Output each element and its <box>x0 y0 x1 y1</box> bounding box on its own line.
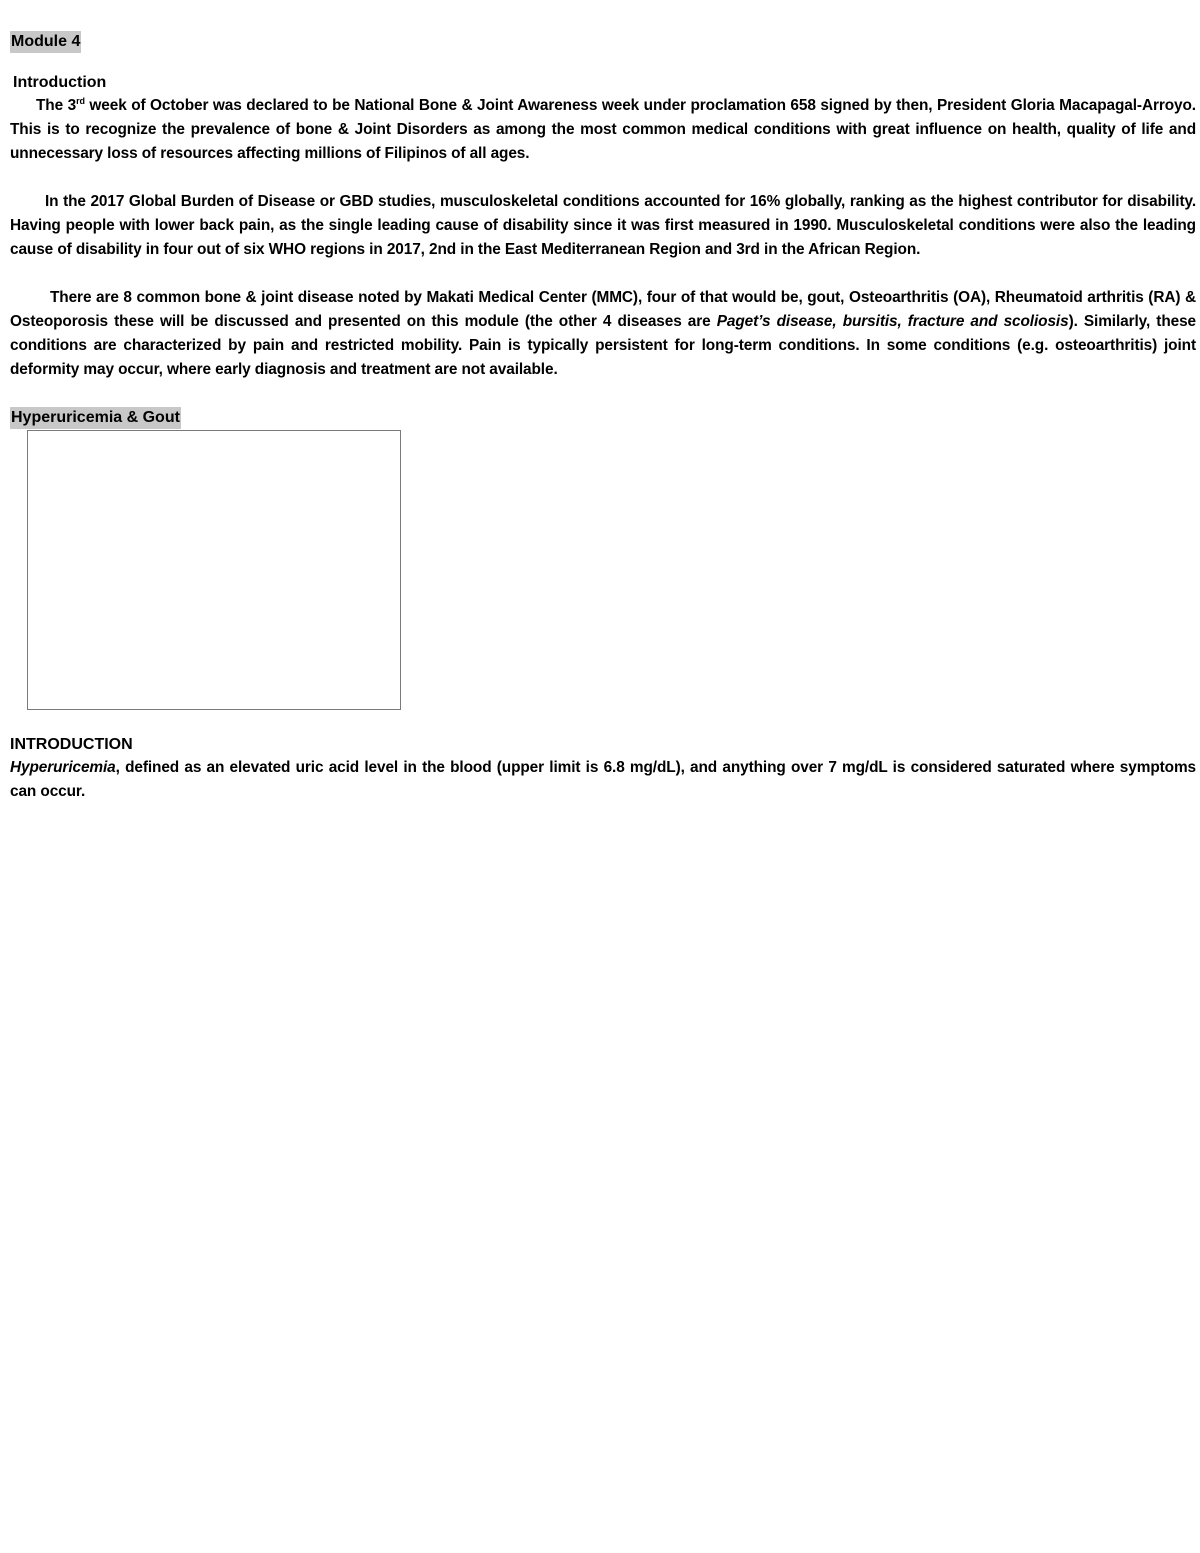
para4-text: , defined as an elevated uric acid level in the blood (upper limit is 6.8 mg/dL), and anything over 7 mg/dL is considered saturated where symptoms can occur. <box>10 759 1196 800</box>
paragraph-hyperuricemia-definition <box>10 756 1196 804</box>
para1-text-a: The 3 <box>36 97 77 114</box>
paragraph-gbd-studies: In the 2017 Global Burden of Disease or GBD studies, musculoskeletal conditions accounted for 16% globally, ranking as the highest contributor for disability. Having people with lower back pain, as the single leading cause of disability since it was first measured in 1990. Musculoskeletal conditions were also the leading cause of disability in four out of six WHO regions in 2017, 2nd in the East Mediterranean Region and 3rd in the African Region. <box>10 193 1196 258</box>
para1-text-b: week of October was declared to be National Bone & Joint Awareness week under proclamation 658 signed by then, President Gloria Macapagal-Arroyo. This is to recognize the prevalence of bone & Joint Disorders as among the most common medical conditions with great influence on health, quality of life and unnecessary loss of resources affecting millions of Filipinos of all ages. <box>10 97 1196 162</box>
sub-heading-introduction: INTRODUCTION <box>10 736 133 753</box>
paragraph-common-diseases <box>10 286 1196 382</box>
section-label-hyperuricemia-gout: Hyperuricemia & Gout <box>10 407 181 429</box>
other-diseases-list: Paget’s disease, bursitis, fracture and scoliosis <box>716 313 1069 330</box>
term-hyperuricemia: Hyperuricemia <box>10 759 116 776</box>
ordinal-suffix: rd <box>76 95 85 106</box>
para3-text-a: There are 8 common bone & joint disease noted by Makati Medical Center (MMC), four of that would be, gout, Osteoarthritis (OA), Rheumatoid arthritis (RA) & Osteoporosis these will be discussed and presented on this module (the other 4 diseases are <box>10 289 1196 330</box>
image-placeholder-frame <box>27 430 401 710</box>
paragraph-awareness-week <box>10 94 1196 166</box>
para3-text-b: ). Similarly, these conditions are characterized by pain and restricted mobility. Pain is typically persistent for long-term conditions. In some conditions (e.g. osteoarthritis) joint deformity may occur, where early diagnosis and treatment are not available. <box>10 313 1197 378</box>
document-page <box>10 30 1196 804</box>
module-label: Module 4 <box>10 31 81 53</box>
intro-heading: Introduction <box>13 74 107 91</box>
